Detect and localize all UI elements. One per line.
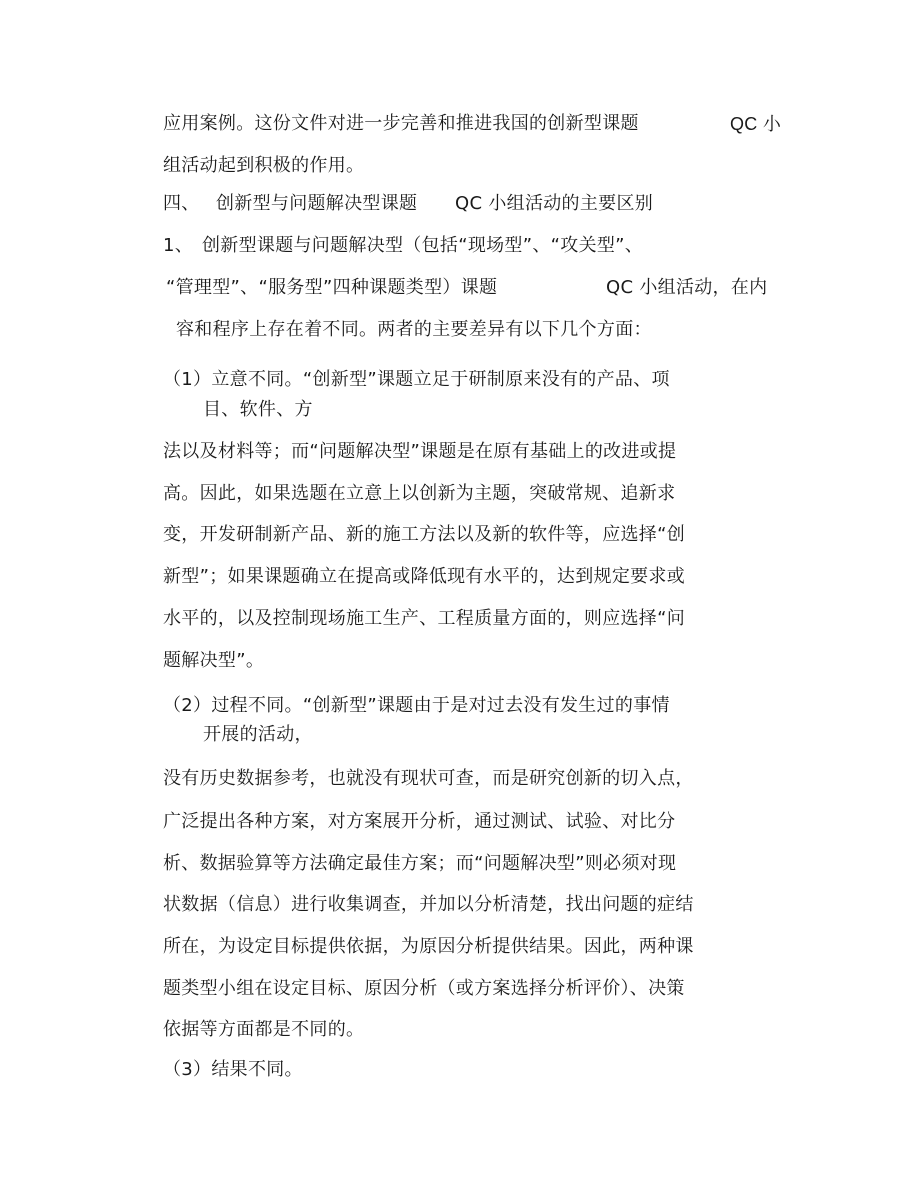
section-heading-number: 四、 [163, 193, 200, 214]
text-line: 题解决型”。 [163, 650, 265, 671]
text-line: 高。因此，如果选题在立意上以创新为主题，突破常规、追新求 [163, 483, 676, 504]
text-line: 组活动起到积极的作用。 [163, 155, 365, 176]
text-line: 析、数据验算等方法确定最佳方案；而“问题解决型”则必须对现 [163, 853, 677, 874]
text-line: 开展的活动， [203, 724, 313, 745]
text-line: （3）结果不同。 [163, 1059, 303, 1080]
text-line: （2）过程不同。“创新型”课题由于是对过去没有发生过的事情 [163, 695, 670, 716]
text-line: 创新型课题与问题解决型（包括“现场型”、“攻关型”、 [202, 235, 644, 256]
text-line: 应用案例。这份文件对进一步完善和推进我国的创新型课题 [163, 113, 639, 134]
text-line: 状数据（信息）进行收集调查，并加以分析清楚，找出问题的症结 [163, 894, 694, 915]
item-number: 1、 [163, 235, 194, 256]
text-line: 变，开发研制新产品、新的施工方法以及新的软件等，应选择“创 [163, 524, 686, 545]
text-line: 容和程序上存在着不同。两者的主要差异有以下几个方面： [176, 319, 652, 340]
text-line: 法以及材料等；而“问题解决型”课题是在原有基础上的改进或提 [163, 441, 677, 462]
text-line: “管理型”、“服务型”四种课题类型）课题 [166, 277, 498, 298]
text-line: （1）立意不同。“创新型”课题立足于研制原来没有的产品、项 [163, 369, 670, 390]
text-line: 目、软件、方 [203, 399, 313, 420]
text-line: 水平的，以及控制现场施工生产、工程质量方面的，则应选择“问 [163, 608, 686, 629]
section-heading-cont: QC 小组活动的主要区别 [455, 193, 654, 214]
section-heading: 创新型与问题解决型课题 [216, 193, 418, 214]
text-line: 广泛提出各种方案，对方案展开分析，通过测试、试验、对比分 [163, 811, 676, 832]
text-line: 所在，为设定目标提供依据，为原因分析提供结果。因此，两种课 [163, 936, 694, 957]
text-line: 题类型小组在设定目标、原因分析（或方案选择分析评价）、决策 [163, 978, 685, 999]
text-line: 新型”；如果课题确立在提高或降低现有水平的，达到规定要求或 [163, 566, 686, 587]
text-line: 没有历史数据参考，也就没有现状可查，而是研究创新的切入点， [163, 768, 694, 789]
text-line: 依据等方面都是不同的。 [163, 1019, 365, 1040]
text-line: QC 小组活动，在内 [606, 277, 768, 298]
text-line: QC 小 [730, 114, 782, 134]
